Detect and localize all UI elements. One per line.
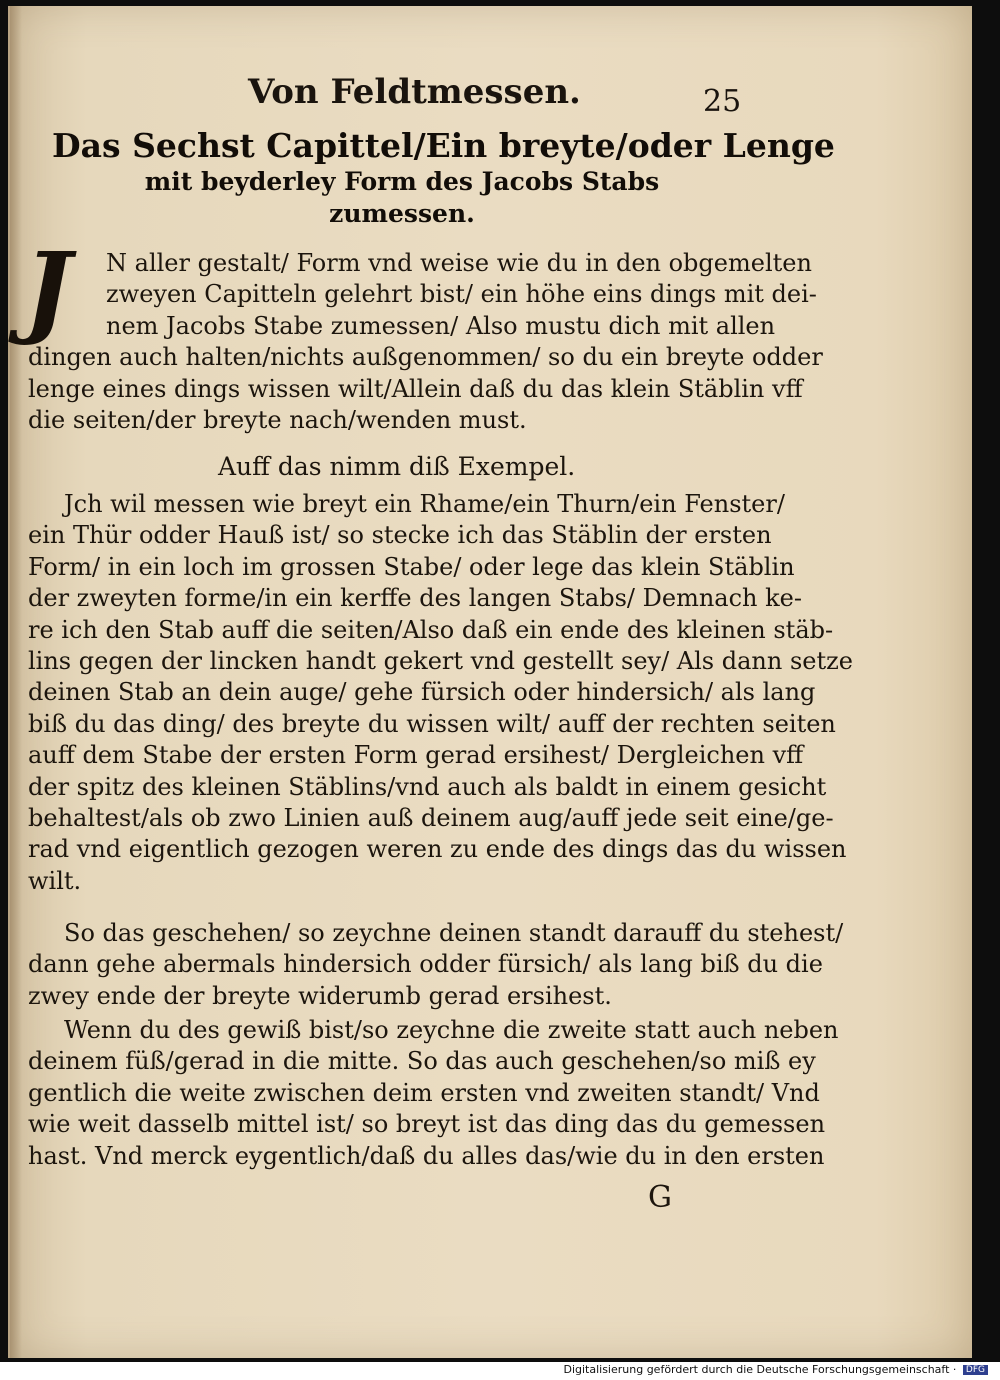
text-line: Form/ in ein loch im grossen Stabe/ oder lege das klein Stäblin bbox=[28, 552, 795, 581]
text-line: N aller gestalt/ Form vnd weise wie du in den obgemelten bbox=[106, 249, 812, 277]
text-line: die seiten/der breyte nach/wenden must. bbox=[28, 406, 527, 435]
text-line: deinen Stab an dein auge/ gehe fürsich oder hindersich/ als lang bbox=[28, 678, 816, 707]
text-line: gentlich die weite zwischen deim ersten vnd zweiten standt/ Vnd bbox=[28, 1078, 820, 1107]
text-line: re ich den Stab auff die seiten/Also daß ein ende des kleinen stäb- bbox=[28, 615, 834, 644]
text-line: wie weit dasselb mittel ist/ so breyt ist das ding das du gemessen bbox=[28, 1110, 826, 1139]
running-head: Von Feldtmessen. bbox=[248, 72, 581, 112]
text-line: deinem füß/gerad in die mitte. So das auch geschehen/so miß ey bbox=[28, 1047, 816, 1076]
page-gutter-shadow bbox=[10, 6, 22, 1358]
paragraph-2 bbox=[28, 489, 853, 897]
paragraph-4 bbox=[28, 1015, 839, 1172]
drop-cap-initial: J bbox=[24, 230, 72, 348]
chapter-title-line-3: zumessen. bbox=[329, 199, 475, 228]
signature-mark: G bbox=[648, 1180, 672, 1215]
text-line: der spitz des kleinen Stäblins/vnd auch als baldt in einem gesicht bbox=[28, 772, 827, 801]
text-line: biß du das ding/ des breyte du wissen wilt/ auff der rechten seiten bbox=[28, 709, 836, 738]
paragraph-1 bbox=[28, 248, 823, 436]
text-line: dann gehe abermals hindersich odder fürsich/ als lang biß du die bbox=[28, 950, 823, 979]
text-line: zweyen Capitteln gelehrt bist/ ein höhe eins dings mit dei- bbox=[106, 280, 817, 309]
text-line: rad vnd eigentlich gezogen weren zu ende des dings das du wissen bbox=[28, 835, 847, 864]
digitization-credit bbox=[563, 1363, 988, 1376]
text-line: nem Jacobs Stabe zumessen/ Also mustu dich mit allen bbox=[106, 311, 776, 340]
text-line: lins gegen der lincken handt gekert vnd gestellt sey/ Als dann setze bbox=[28, 647, 853, 676]
text-line: hast. Vnd merck eygentlich/daß du alles das/wie du in den ersten bbox=[28, 1141, 825, 1170]
text-line: Jch wil messen wie breyt ein Rhame/ein Thurn/ein Fenster/ bbox=[64, 490, 785, 518]
credit-separator: · bbox=[952, 1363, 957, 1376]
paragraph-3 bbox=[28, 918, 844, 1012]
text-line: wilt. bbox=[28, 866, 82, 895]
chapter-title-line-1: Das Sechst Capittel/Ein breyte/oder Lenge bbox=[52, 126, 835, 165]
text-line: lenge eines dings wissen wilt/Allein daß du das klein Stäblin vff bbox=[28, 374, 803, 403]
page-number: 25 bbox=[703, 84, 742, 119]
text-line: der zweyten forme/in ein kerffe des langen Stabs/ Demnach ke- bbox=[28, 584, 802, 613]
text-line: behaltest/als ob zwo Linien auß deinem aug/auff jede seit eine/ge- bbox=[28, 804, 834, 833]
credit-text: Digitalisierung gefördert durch die Deutsche Forschungsgemeinschaft bbox=[563, 1363, 950, 1376]
text-line: zwey ende der breyte widerumb gerad ersihest. bbox=[28, 981, 612, 1010]
chapter-title-line-2: mit beyderley Form des Jacobs Stabs bbox=[144, 167, 660, 196]
text-line: So das geschehen/ so zeychne deinen standt darauff du stehest/ bbox=[64, 919, 844, 947]
chapter-title bbox=[52, 126, 835, 230]
dfg-logo: DFG bbox=[963, 1365, 988, 1375]
text-line: auff dem Stabe der ersten Form gerad ersihest/ Dergleichen vff bbox=[28, 741, 804, 770]
text-line: dingen auch halten/nichts außgenommen/ so du ein breyte odder bbox=[28, 343, 823, 372]
example-subheading: Auff das nimm diß Exempel. bbox=[218, 452, 576, 481]
text-line: Wenn du des gewiß bist/so zeychne die zweite statt auch neben bbox=[64, 1016, 839, 1044]
text-line: ein Thür odder Hauß ist/ so stecke ich das Stäblin der ersten bbox=[28, 521, 772, 550]
